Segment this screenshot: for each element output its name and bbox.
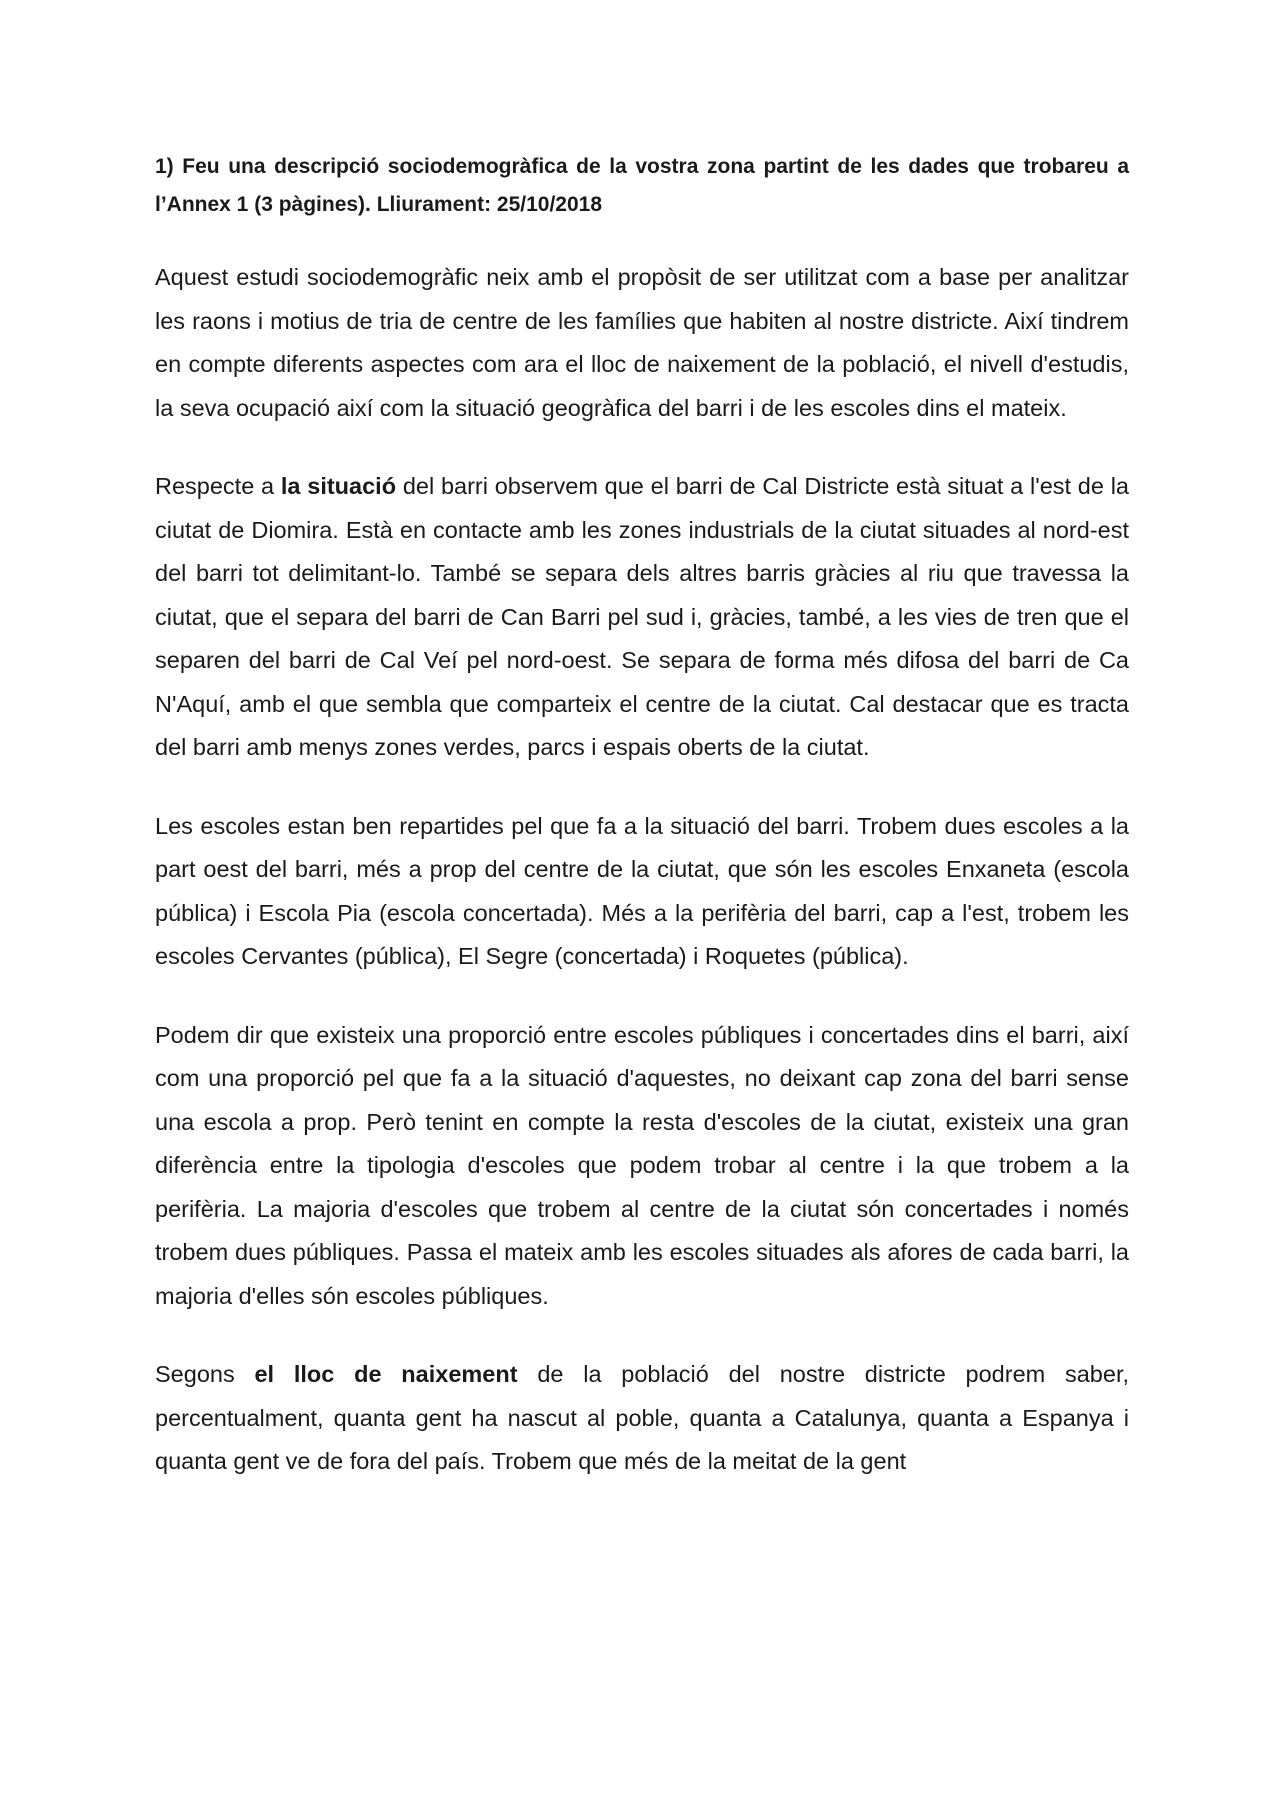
paragraph-birthplace-bold: el lloc de naixement: [254, 1361, 518, 1387]
paragraph-birthplace-body: de la població del nostre districte podrem saber, percentualment, quanta gent ha nascut al poble, quanta a Catalunya, quanta a Espanya i quanta gent ve de fora del país. Trobem que més de la meitat de la gent: [155, 1361, 1130, 1474]
paragraph-location-bold: la situació: [280, 473, 397, 499]
paragraph-introduction: Aquest estudi sociodemogràfic neix amb el propòsit de ser utilitzat com a base per analitzar les raons i motius de tria de centre de les famílies que habiten al nostre districte. Així tindrem en compte diferents aspectes com ara el lloc de naixement de la població, el nivell d'estudis, la seva ocupació així com la situació geogràfica del barri i de les escoles dins el mateix.: [155, 264, 1129, 421]
paragraph-birthplace: [155, 1353, 1129, 1484]
paragraph-proportion: Podem dir que existeix una proporció entre escoles públiques i concertades dins el barri, així com una proporció pel que fa a la situació d'aquestes, no deixant cap zona del barri sense una escola a prop. Però tenint en compte la resta d'escoles de la ciutat, existeix una gran diferència entre la tipologia d'escoles que podem trobar al centre i la que trobem a la perifèria. La majoria d'escoles que trobem al centre de la ciutat són concertades i només trobem dues públiques. Passa el mateix amb les escoles situades als afores de cada barri, la majoria d'elles són escoles públiques.: [155, 1021, 1129, 1309]
assignment-heading: 1) Feu una descripció sociodemogràfica de la vostra zona partint de les dades que trobareu a l’Annex 1 (3 pàgines). Lliurament: 25/10/2018: [155, 155, 1129, 216]
document-body: [155, 148, 1129, 1519]
paragraph-schools: Les escoles estan ben repartides pel que fa a la situació del barri. Trobem dues escoles a la part oest del barri, més a prop del centre de la ciutat, que són les escoles Enxaneta (escola pública) i Escola Pia (escola concertada). Més a la perifèria del barri, cap a l'est, trobem les escoles Cervantes (pública), El Segre (concertada) i Roquetes (pública).: [155, 812, 1129, 969]
paragraph-location-body: del barri observem que el barri de Cal Districte està situat a l'est de la ciutat de Diomira. Està en contacte amb les zones industrials de la ciutat situades al nord-est del barri tot delimitant-lo. També se separa dels altres barris gràcies al riu que travessa la ciutat, que el separa del barri de Can Barri pel sud i, gràcies, també, a les vies de tren que el separen del barri de Cal Veí pel nord-oest. Se separa de forma més difosa del barri de Ca N'Aquí, amb el que sembla que comparteix el centre de la ciutat. Cal destacar que es tracta del barri amb menys zones verdes, parcs i espais oberts de la ciutat.: [155, 473, 1129, 760]
paragraph-birthplace-lead: Segons: [155, 1361, 255, 1387]
paragraph-location-lead: Respecte a: [155, 473, 281, 499]
paragraph-location: [155, 465, 1129, 770]
